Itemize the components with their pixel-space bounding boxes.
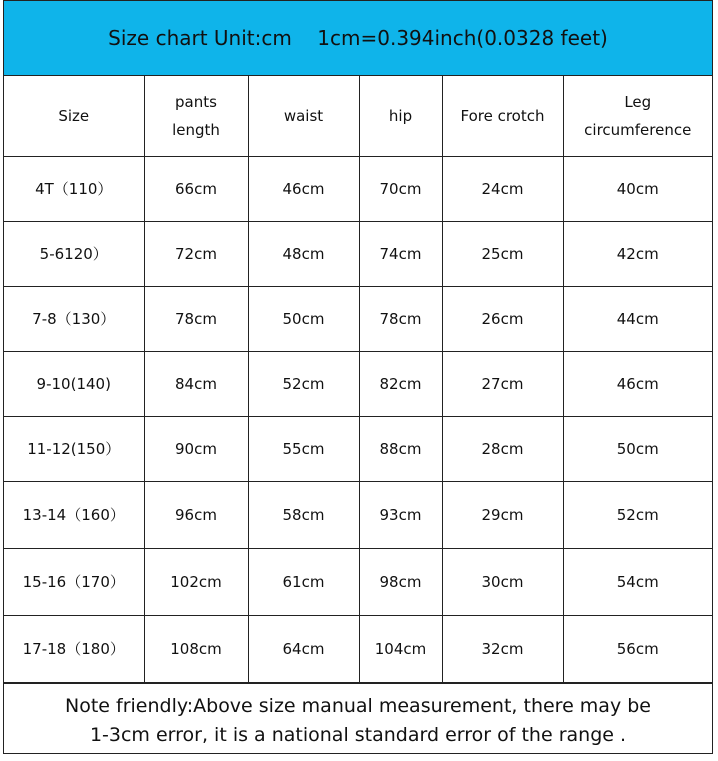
cell-size: 5-6120） xyxy=(4,221,144,286)
cell-pants-length: 72cm xyxy=(144,221,248,286)
table-row xyxy=(4,286,712,351)
cell-pants-length: 96cm xyxy=(144,481,248,548)
size-chart xyxy=(3,0,713,754)
table-row xyxy=(4,615,712,682)
note-line-1: Note friendly:Above size manual measurement, there may be xyxy=(65,694,651,717)
table-row xyxy=(4,481,712,548)
table-row xyxy=(4,156,712,221)
header-waist: waist xyxy=(248,76,359,156)
cell-hip: 78cm xyxy=(359,286,442,351)
cell-hip: 74cm xyxy=(359,221,442,286)
cell-hip: 104cm xyxy=(359,615,442,682)
cell-hip: 93cm xyxy=(359,481,442,548)
header-leg-circumference: Leg circumference xyxy=(563,76,712,156)
header-fore-crotch: Fore crotch xyxy=(442,76,563,156)
cell-waist: 61cm xyxy=(248,548,359,615)
header-pants-length: pants length xyxy=(144,76,248,156)
cell-size: 15-16（170） xyxy=(4,548,144,615)
cell-pants-length: 102cm xyxy=(144,548,248,615)
cell-fore-crotch: 29cm xyxy=(442,481,563,548)
cell-fore-crotch: 30cm xyxy=(442,548,563,615)
cell-hip: 98cm xyxy=(359,548,442,615)
note-line-2: 1-3cm error, it is a national standard error of the range . xyxy=(89,723,627,746)
cell-leg-circumference: 54cm xyxy=(563,548,712,615)
cell-leg-circumference: 46cm xyxy=(563,351,712,416)
header-size: Size xyxy=(4,76,144,156)
cell-leg-circumference: 50cm xyxy=(563,416,712,481)
cell-fore-crotch: 28cm xyxy=(442,416,563,481)
cell-hip: 70cm xyxy=(359,156,442,221)
cell-fore-crotch: 25cm xyxy=(442,221,563,286)
cell-hip: 82cm xyxy=(359,351,442,416)
cell-size: 9-10(140) xyxy=(4,351,144,416)
table-row xyxy=(4,221,712,286)
cell-leg-circumference: 44cm xyxy=(563,286,712,351)
cell-pants-length: 84cm xyxy=(144,351,248,416)
cell-fore-crotch: 27cm xyxy=(442,351,563,416)
cell-size: 11-12(150） xyxy=(4,416,144,481)
cell-size: 17-18（180） xyxy=(4,615,144,682)
cell-hip: 88cm xyxy=(359,416,442,481)
cell-waist: 50cm xyxy=(248,286,359,351)
chart-title: Size chart Unit:cm 1cm=0.394inch(0.0328 feet) xyxy=(4,1,712,76)
cell-fore-crotch: 26cm xyxy=(442,286,563,351)
table-row xyxy=(4,548,712,615)
table-header-row xyxy=(4,76,712,156)
cell-waist: 55cm xyxy=(248,416,359,481)
header-hip: hip xyxy=(359,76,442,156)
cell-pants-length: 90cm xyxy=(144,416,248,481)
cell-leg-circumference: 42cm xyxy=(563,221,712,286)
cell-leg-circumference: 40cm xyxy=(563,156,712,221)
cell-size: 4T（110） xyxy=(4,156,144,221)
cell-waist: 46cm xyxy=(248,156,359,221)
cell-waist: 58cm xyxy=(248,481,359,548)
table-row xyxy=(4,351,712,416)
cell-fore-crotch: 24cm xyxy=(442,156,563,221)
cell-waist: 64cm xyxy=(248,615,359,682)
cell-pants-length: 108cm xyxy=(144,615,248,682)
cell-leg-circumference: 52cm xyxy=(563,481,712,548)
cell-size: 13-14（160） xyxy=(4,481,144,548)
cell-pants-length: 66cm xyxy=(144,156,248,221)
table-row xyxy=(4,416,712,481)
cell-pants-length: 78cm xyxy=(144,286,248,351)
cell-fore-crotch: 32cm xyxy=(442,615,563,682)
cell-leg-circumference: 56cm xyxy=(563,615,712,682)
cell-waist: 52cm xyxy=(248,351,359,416)
note-text xyxy=(4,683,712,758)
size-table xyxy=(4,76,712,683)
cell-waist: 48cm xyxy=(248,221,359,286)
cell-size: 7-8（130） xyxy=(4,286,144,351)
